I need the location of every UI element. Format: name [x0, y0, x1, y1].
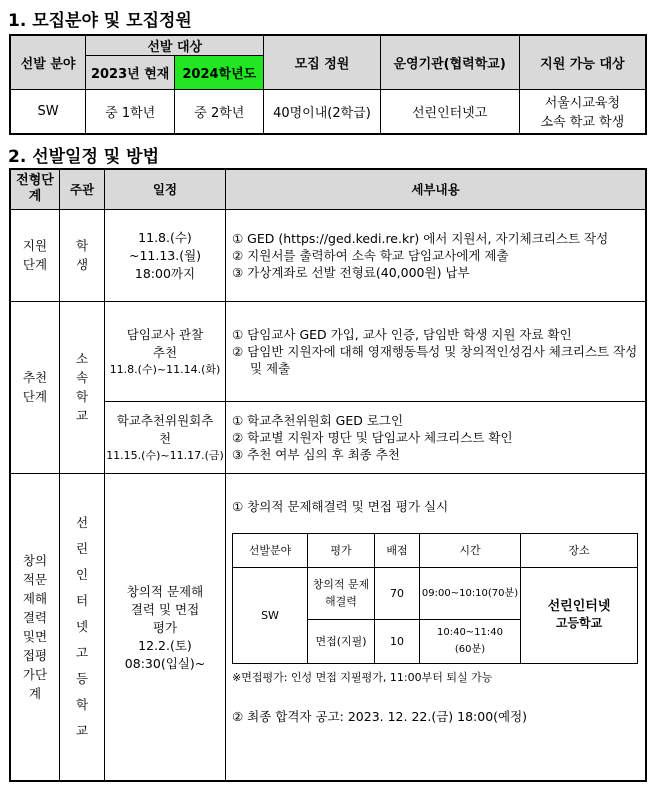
cell-year-2023: 중 1학년	[86, 90, 175, 134]
schedule-committee: 학교추천위원회추천 11.15.(수)~11.17.(금)	[105, 401, 226, 473]
cell-org: 선린인터넷고	[380, 90, 519, 134]
evaluation-table	[232, 533, 638, 664]
eval-row2-eval: 면접(지필)	[308, 619, 375, 663]
header-field: 선발 분야	[10, 35, 86, 90]
eval-header-score: 배점	[375, 533, 420, 567]
quota-table	[9, 34, 647, 135]
eval-place: 선린인터넷 고등학교	[521, 567, 638, 663]
header-year-2024: 2024학년도	[175, 56, 264, 90]
eval-row1-score: 70	[375, 567, 420, 619]
eval-row2-time: 10:40~11:40 (60분)	[420, 619, 521, 663]
stage-evaluation: 창의적문제해결력및면접평가단계	[10, 473, 60, 781]
eval-row1-time: 09:00~10:10(70분)	[420, 567, 521, 619]
eval-header-eval: 평가	[308, 533, 375, 567]
schedule-apply: 11.8.(수) ~11.13.(월) 18:00까지	[105, 209, 226, 301]
eval-note: ※면접평가: 인성 면접 지필평가, 11:00부터 퇴실 가능	[232, 670, 493, 684]
header-schedule: 일정	[105, 169, 226, 209]
eligible-line2: 소속 학교 학생	[540, 115, 625, 131]
section1-heading: 1. 모집분야 및 모집정원	[8, 11, 192, 31]
eval-header-time: 시간	[420, 533, 521, 567]
section2-heading: 2. 선발일정 및 방법	[8, 147, 159, 167]
host-apply: 학생	[60, 209, 105, 301]
header-details: 세부내용	[226, 169, 647, 209]
eval-header-field: 선발분야	[233, 533, 308, 567]
details-committee: ① 학교추천위원회 GED 로그인 ② 학교별 지원자 명단 및 담임교사 체크리스트 확인 ③ 추천 여부 심의 후 최종 추천	[226, 401, 647, 473]
header-quota: 모집 정원	[264, 35, 380, 90]
host-recommend: 소속학교	[60, 301, 105, 473]
eval-row1-eval: 창의적 문제해결력	[308, 567, 375, 619]
final-announcement: ② 최종 합격자 공고: 2023. 12. 22.(금) 18:00(예정)	[232, 708, 528, 724]
stage-apply: 지원단계	[10, 209, 60, 301]
cell-field: SW	[10, 90, 86, 134]
stage-recommend: 추천단계	[10, 301, 60, 473]
schedule-teacher: 담임교사 관찰 추천 11.8.(수)~11.14.(화)	[105, 301, 226, 401]
eval-field: SW	[233, 567, 308, 663]
schedule-evaluation: 창의적 문제해 결력 및 면접 평가 12.2.(토) 08:30(입실)~	[105, 473, 226, 781]
host-evaluation: 선린인터넷고등학교	[60, 473, 105, 781]
header-target-group: 선발 대상	[86, 35, 264, 56]
schedule-table	[9, 168, 647, 782]
eligible-line1: 서울시교육청	[544, 96, 621, 112]
cell-year-2024: 중 2학년	[175, 90, 264, 134]
cell-quota: 40명이내(2학급)	[264, 90, 380, 134]
eval-row2-score: 10	[375, 619, 420, 663]
eval-header-place: 장소	[521, 533, 638, 567]
header-stage: 전형단계	[10, 169, 60, 209]
header-host: 주관	[60, 169, 105, 209]
details-apply: ① GED (https://ged.kedi.re.kr) 에서 지원서, 자기체크리스트 작성 ② 지원서를 출력하여 소속 학교 담임교사에게 제출 ③ 가상계좌로 선발 전형료(40,000원) 납부	[226, 209, 647, 301]
cell-eligible	[519, 90, 646, 134]
header-year-2023: 2023년 현재	[86, 56, 175, 90]
details-teacher: ① 담임교사 GED 가입, 교사 인증, 담임반 학생 지원 자료 확인 ② 담임반 지원자에 대해 영재행동특성 및 창의적인성검사 체크리스트 작성 및 제출	[226, 301, 647, 401]
header-org: 운영기관(협력학교)	[380, 35, 519, 90]
header-eligible: 지원 가능 대상	[519, 35, 646, 90]
details-evaluation: ① 창의적 문제해결력 및 면접 평가 실시 선발분야 평가 배점 시간 장소 SW 창의적 문제해결력 70 09:00~10:10(70분) 선린인터넷 고등학교 면접(지필) 10 10:40~11:40 (60분) ※면접평가: 인성 면접 지필평가, 11:00부터 퇴실 가능 ② 최종 합격자 공고: 2023. 12. 22.(금) 18:00(예정)	[226, 473, 647, 781]
